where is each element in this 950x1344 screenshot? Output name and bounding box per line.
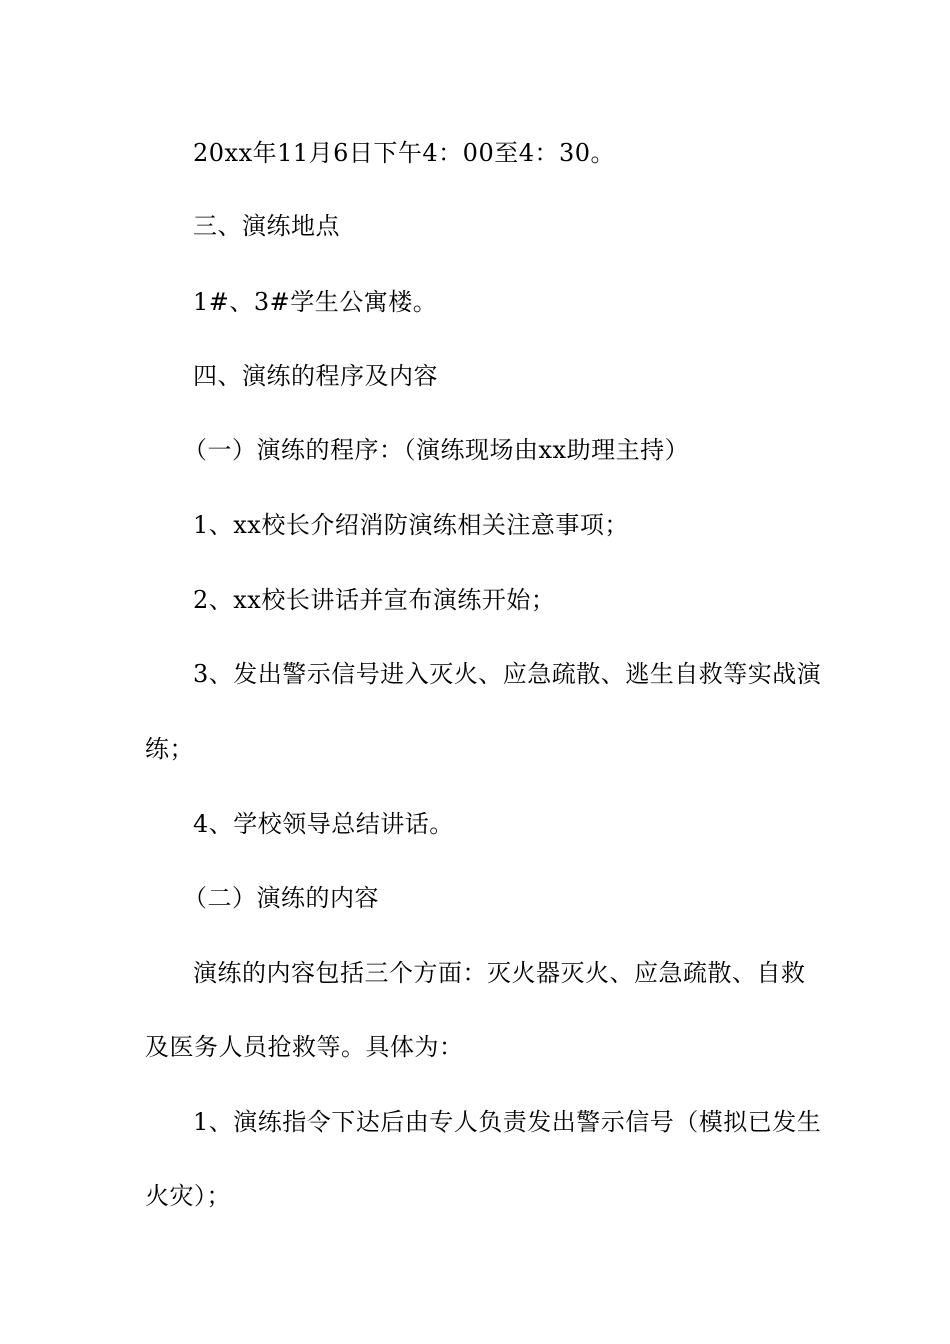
subsection-heading-content: （二）演练的内容 [183, 884, 379, 912]
drill-location-text: 1#、3#学生公寓楼。 [193, 288, 438, 316]
procedure-step-1: 1、xx校长介绍消防演练相关注意事项； [193, 511, 629, 539]
section-heading-procedure: 四、演练的程序及内容 [193, 362, 438, 390]
content-item-1: 1、演练指令下达后由专人负责发出警示信号（模拟已发生 [193, 1108, 822, 1136]
procedure-step-3-continued: 练； [145, 735, 194, 763]
drill-time-text: 20xx年11月6日下午4：00至4：30。 [193, 139, 616, 167]
procedure-step-4: 4、学校领导总结讲话。 [193, 810, 454, 838]
content-item-1-continued: 火灾）； [145, 1182, 231, 1210]
subsection-heading-procedure: （一）演练的程序：（演练现场由xx助理主持） [183, 436, 690, 464]
section-heading-location: 三、演练地点 [193, 212, 340, 240]
content-intro-continued: 及医务人员抢救等。具体为： [145, 1033, 464, 1061]
procedure-step-2: 2、xx校长讲话并宣布演练开始； [193, 586, 556, 614]
content-intro-text: 演练的内容包括三个方面：灭火器灭火、应急疏散、自救 [193, 959, 806, 987]
procedure-step-3: 3、发出警示信号进入灭火、应急疏散、逃生自救等实战演 [193, 660, 822, 688]
